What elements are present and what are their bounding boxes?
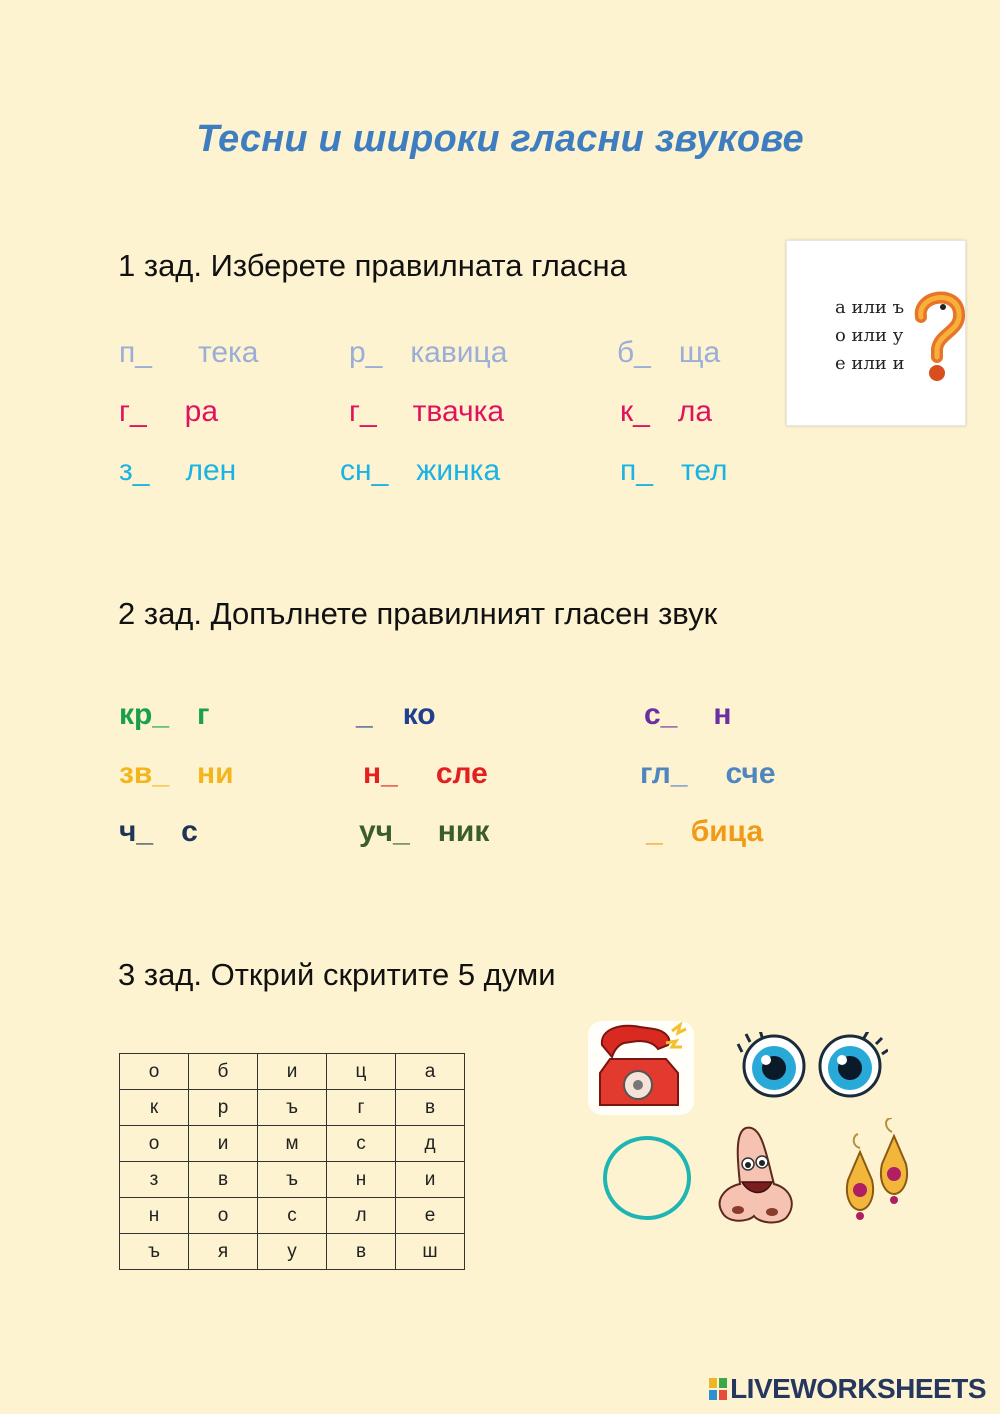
word-suffix: н (713, 698, 732, 731)
grid-cell[interactable]: с (327, 1126, 396, 1162)
grid-cell[interactable]: и (396, 1162, 465, 1198)
word-prefix[interactable]: уч_ (359, 815, 410, 848)
grid-row (120, 1162, 465, 1198)
grid-cell[interactable]: и (189, 1126, 258, 1162)
word-suffix: жинка (416, 454, 501, 487)
logo-text: LIVEWORKSHEETS (730, 1373, 986, 1404)
word-prefix[interactable]: к_ (620, 395, 650, 428)
word-prefix[interactable]: п_ (620, 454, 653, 487)
task3-heading: 3 зад. Открий скритите 5 думи (118, 957, 556, 992)
task2-word (359, 815, 489, 849)
word-suffix: ник (437, 815, 490, 848)
grid-cell[interactable]: о (120, 1126, 189, 1162)
grid-cell[interactable]: в (189, 1162, 258, 1198)
word-prefix[interactable]: п_ (119, 336, 152, 369)
hint-line: е или и (835, 353, 905, 374)
word-prefix[interactable]: кр_ (119, 698, 170, 731)
task2-heading: 2 зад. Допълнете правилният гласен звук (118, 596, 718, 631)
word-suffix: сле (435, 757, 488, 790)
task2-word (119, 757, 234, 791)
grid-cell[interactable]: ъ (258, 1162, 327, 1198)
grid-cell[interactable]: к (120, 1090, 189, 1126)
hint-line: о или у (835, 325, 904, 346)
liveworksheets-logo (709, 1373, 986, 1405)
grid-cell[interactable]: с (258, 1198, 327, 1234)
task2-word (356, 698, 436, 732)
earrings-icon (838, 1118, 922, 1228)
eyes-icon (736, 1032, 888, 1098)
task2-word (646, 815, 763, 849)
grid-cell[interactable]: о (189, 1198, 258, 1234)
page-title: Тесни и широки гласни звукове (196, 118, 804, 160)
word-prefix[interactable]: сн_ (340, 454, 389, 487)
word-prefix[interactable]: р_ (349, 336, 383, 369)
grid-row (120, 1234, 465, 1270)
grid-cell[interactable]: ъ (258, 1090, 327, 1126)
nose-icon (714, 1124, 798, 1228)
task1-word (119, 454, 236, 488)
grid-cell[interactable]: ц (327, 1054, 396, 1090)
word-prefix[interactable]: ч_ (119, 815, 154, 848)
word-prefix[interactable]: г_ (349, 395, 377, 428)
word-suffix: бица (690, 815, 764, 848)
circle-icon (600, 1134, 694, 1222)
grid-row (120, 1198, 465, 1234)
word-suffix: ко (402, 698, 436, 731)
task2-word (119, 815, 198, 849)
grid-cell[interactable]: б (189, 1054, 258, 1090)
word-suffix: с (181, 815, 198, 848)
word-prefix[interactable]: _ (356, 698, 373, 731)
grid-cell[interactable]: е (396, 1198, 465, 1234)
word-suffix: твачка (412, 395, 505, 428)
grid-cell[interactable]: и (258, 1054, 327, 1090)
grid-row (120, 1126, 465, 1162)
grid-cell[interactable]: м (258, 1126, 327, 1162)
task1-word (617, 336, 720, 370)
grid-cell[interactable]: я (189, 1234, 258, 1270)
task1-word (349, 395, 504, 429)
word-suffix: г (197, 698, 210, 731)
grid-row (120, 1090, 465, 1126)
grid-row (120, 1054, 465, 1090)
task2-word (363, 757, 488, 791)
hint-line: а или ъ (835, 297, 905, 318)
task1-word (119, 336, 259, 370)
grid-cell[interactable]: н (327, 1162, 396, 1198)
grid-cell[interactable]: ш (396, 1234, 465, 1270)
telephone-icon (580, 1015, 702, 1120)
word-prefix[interactable]: г_ (119, 395, 147, 428)
grid-cell[interactable]: л (327, 1198, 396, 1234)
task2-word (119, 698, 210, 732)
word-suffix: ни (197, 757, 234, 790)
word-suffix: кавица (410, 336, 508, 369)
task2-word (644, 698, 732, 732)
word-suffix: лен (185, 454, 237, 487)
grid-cell[interactable]: г (327, 1090, 396, 1126)
task1-word (119, 395, 218, 429)
grid-cell[interactable]: з (120, 1162, 189, 1198)
word-suffix: ра (184, 395, 219, 428)
word-prefix[interactable]: б_ (617, 336, 651, 369)
grid-cell[interactable]: д (396, 1126, 465, 1162)
word-suffix: ла (677, 395, 713, 428)
word-search-grid (119, 1053, 465, 1270)
word-suffix: тел (680, 454, 728, 487)
word-prefix[interactable]: с_ (644, 698, 678, 731)
task1-word (620, 454, 728, 488)
grid-cell[interactable]: ъ (120, 1234, 189, 1270)
word-prefix[interactable]: з_ (119, 454, 150, 487)
question-mark-icon (913, 287, 965, 387)
word-suffix: тека (197, 336, 259, 369)
task1-word (340, 454, 500, 488)
grid-cell[interactable]: о (120, 1054, 189, 1090)
grid-cell[interactable]: в (327, 1234, 396, 1270)
word-prefix[interactable]: н_ (363, 757, 398, 790)
logo-mark-icon (709, 1378, 727, 1400)
task1-word (620, 395, 712, 429)
word-suffix: сче (725, 757, 776, 790)
grid-cell[interactable]: в (396, 1090, 465, 1126)
grid-cell[interactable]: а (396, 1054, 465, 1090)
word-prefix[interactable]: зв_ (119, 757, 170, 790)
word-prefix[interactable]: гл_ (640, 757, 688, 790)
grid-cell[interactable]: у (258, 1234, 327, 1270)
task2-word (640, 757, 776, 791)
word-prefix[interactable]: _ (646, 815, 663, 848)
task1-heading: 1 зад. Изберете правилната гласна (118, 248, 627, 283)
vowel-hint-picture (786, 240, 966, 426)
word-suffix: ща (678, 336, 721, 369)
grid-cell[interactable]: н (120, 1198, 189, 1234)
task1-word (349, 336, 507, 370)
grid-cell[interactable]: р (189, 1090, 258, 1126)
